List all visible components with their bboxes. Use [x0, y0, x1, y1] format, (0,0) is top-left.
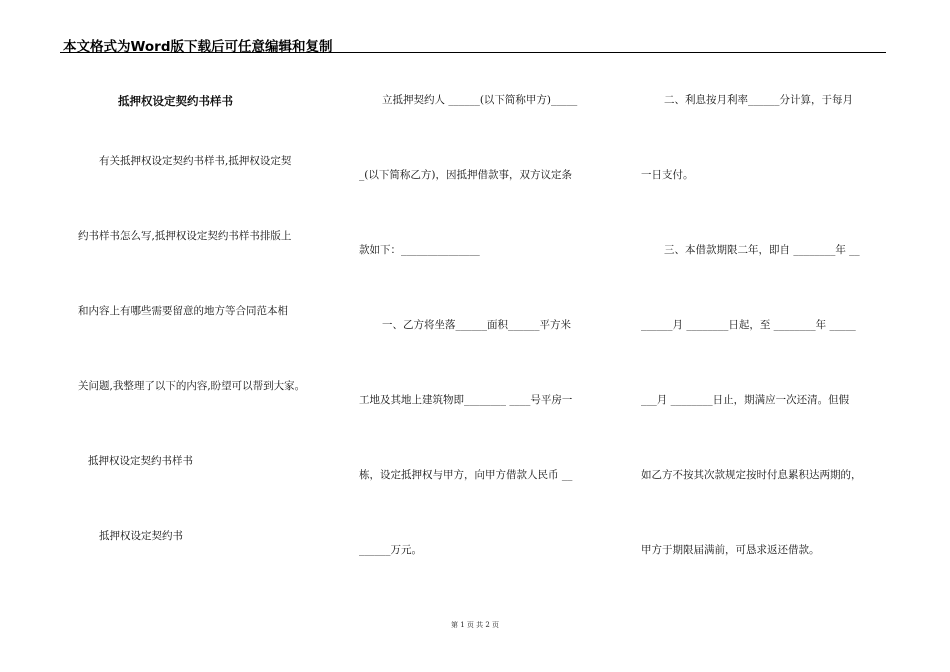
page-header-title: 本文格式为Word版下载后可任意编辑和复制: [63, 39, 333, 55]
body-line: 立抵押契约人 ______(以下简称甲方)_____: [382, 94, 578, 106]
body-line: 和内容上有哪些需要留意的地方等合同范本相: [78, 305, 288, 317]
body-line: ___月 ________日止，期满应一次还清。但假: [641, 394, 850, 406]
body-line: 约书样书怎么写,抵押权设定契约书样书排版上: [78, 230, 292, 242]
body-line: 一日支付。: [641, 169, 694, 181]
page-number: 第 1 页 共 2 页: [450, 621, 500, 629]
section-heading: 抵押权设定契约书: [99, 530, 183, 542]
body-line: _(以下简称乙方)，因抵押借款事，双方议定条: [359, 169, 572, 181]
body-line: 有关抵押权设定契约书样书,抵押权设定契: [99, 155, 292, 167]
body-line: 关问题,我整理了以下的内容,盼望可以帮到大家。: [78, 380, 306, 392]
section-heading: 抵押权设定契约书样书: [88, 455, 193, 467]
document-title: 抵押权设定契约书样书: [118, 94, 233, 108]
header-divider: [60, 52, 886, 53]
body-line: 栋，设定抵押权与甲方，向甲方借款人民币 __: [359, 469, 573, 481]
body-line: 甲方于期限届满前，可恳求返还借款。: [641, 544, 820, 556]
body-line: 如乙方不按其次款规定按时付息累积达两期的，: [641, 469, 862, 481]
body-line: 三、本借款期限二年，即自 ________年 __: [664, 244, 860, 256]
body-line: 款如下：_______________: [359, 244, 480, 256]
body-line: ______月 ________日起，至 ________年 _____: [641, 319, 856, 331]
body-line: ______万元。: [359, 544, 422, 556]
body-line: 二、利息按月利率______分计算，于每月: [664, 94, 853, 106]
body-line: 一、乙方将坐落______面积______平方米: [382, 319, 571, 331]
body-line: 工地及其地上建筑物即________ ____号平房一: [359, 394, 573, 406]
